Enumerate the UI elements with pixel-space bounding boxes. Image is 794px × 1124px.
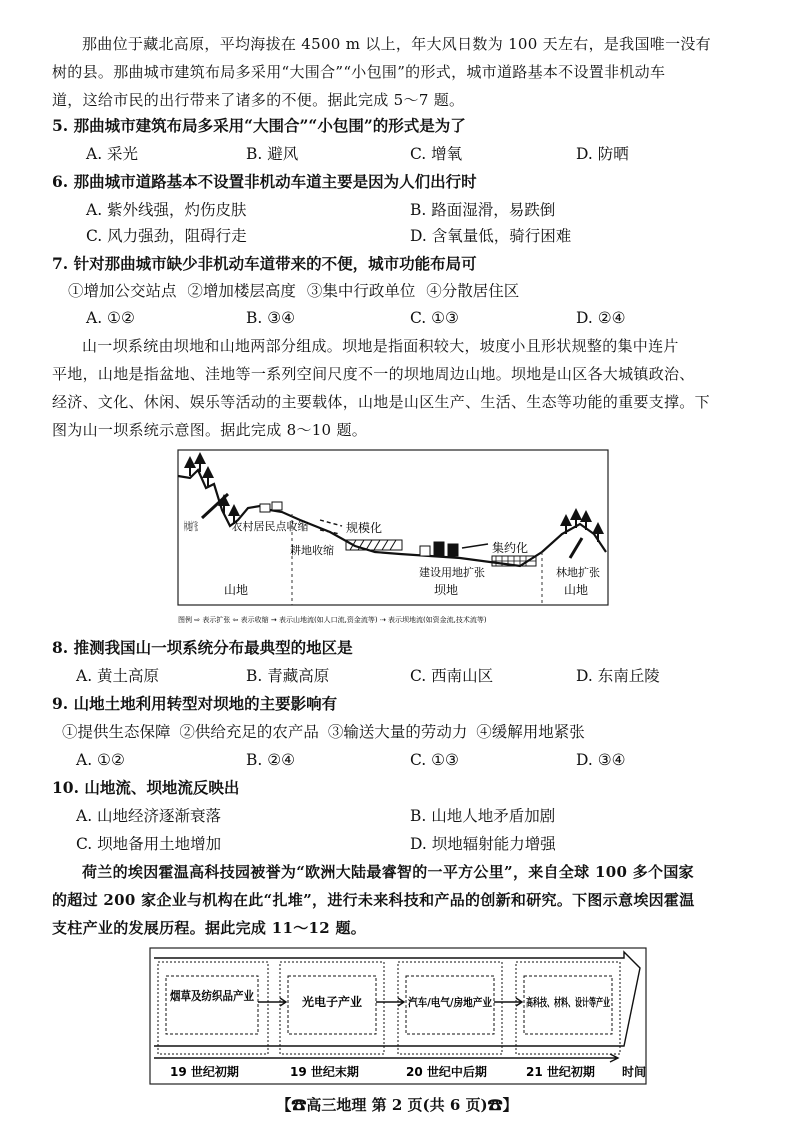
question-8-stem: 8. 推测我国山一坝系统分布最典型的地区是 <box>52 638 353 657</box>
question-7-stem: 7. 针对那曲城市缺少非机动车道带来的不便，城市功能布局可 <box>52 254 477 273</box>
mountain-dam-diagram <box>170 448 630 630</box>
q8-option-d[interactable]: D. 东南丘陵 <box>576 667 660 685</box>
q8-option-b[interactable]: B. 青藏高原 <box>246 667 330 685</box>
question-5-stem: 5. 那曲城市建筑布局多采用“大围合”“小包围”的形式是为了 <box>52 116 466 135</box>
passage2-line2: 平地，山地是指盆地、洼地等一系列空间尺度不一的坝地周边山地。坝地是山区各大城镇政治、 <box>52 365 695 383</box>
passage3-line3: 支柱产业的发展历程。据此完成 11～12 题。 <box>52 919 367 937</box>
period-1: 19 世纪初期 <box>170 1065 239 1079</box>
tree-icons-left <box>184 452 240 524</box>
q7-option-c[interactable]: C. ①③ <box>410 309 459 327</box>
q9-option-a[interactable]: A. ①② <box>76 751 125 769</box>
stage3-label: 汽车/电气/房地产业 <box>408 996 505 1009</box>
label-construction: 建设用地扩张 <box>419 566 485 579</box>
dam-flow-arrow-2 <box>320 520 342 526</box>
question-9-stem: 9. 山地土地利用转型对坝地的主要影响有 <box>52 694 338 713</box>
scale-field-hatch <box>350 540 396 550</box>
label-mountain-right: 山地 <box>563 583 589 597</box>
question-10-stem: 10. 山地流、坝地流反映出 <box>52 778 240 797</box>
passage1-line2: 树的县。那曲城市建筑布局多采用“大围合”“小包围”的形式，城市道路基本不设置非机动车 <box>52 63 666 81</box>
stage1-box <box>166 976 267 1034</box>
q7-items: ①增加公交站点 ②增加楼层高度 ③集中行政单位 ④分散居住区 <box>68 282 520 300</box>
passage3-line1: 荷兰的埃因霍温高科技园被誉为“欧洲大陆最睿智的一平方公里”，来自全球 100 多个国家 <box>82 863 694 881</box>
period-4: 21 世纪初期 <box>526 1065 595 1079</box>
stage1-label: 烟草及纺织品产业 <box>170 989 267 1003</box>
q7-option-a[interactable]: A. ①② <box>86 309 135 327</box>
terrain-profile <box>178 470 606 566</box>
question-6-stem: 6. 那曲城市道路基本不设置非机动车道主要是因为人们出行时 <box>52 172 477 191</box>
label-dam: 坝地 <box>433 583 459 597</box>
expand-arrow-right <box>570 538 582 558</box>
label-intensive: 集约化 <box>492 541 529 555</box>
passage1-line1: 那曲位于藏北高原，平均海拔在 4500 m 以上，年大风日数为 100 天左右，是我国唯一没有 <box>82 35 711 53</box>
label-scale: 规模化 <box>346 521 383 535</box>
q9-items: ①提供生态保障 ②供给充足的农产品 ③输送大量的劳动力 ④缓解用地紧张 <box>62 723 585 741</box>
label-forest-right: 林地扩张 <box>556 566 600 579</box>
intensive-field-grid <box>492 556 536 566</box>
label-forest-left: 林地扩张 <box>184 520 228 533</box>
q6-option-d[interactable]: D. 含氧量低，骑行困难 <box>410 227 572 245</box>
stage-arrow-2 <box>376 998 404 1006</box>
stage-arrow-3 <box>494 998 522 1006</box>
dam-flow-arrow-1 <box>320 530 340 534</box>
mountain-flow-arrow <box>462 544 488 548</box>
q8-option-a[interactable]: A. 黄土高原 <box>76 667 160 685</box>
q7-option-d[interactable]: D. ②④ <box>576 309 626 327</box>
passage1-line3: 道，这给市民的出行带来了诸多的不便。据此完成 5～7 题。 <box>52 91 465 109</box>
passage2-line1: 山一坝系统由坝地和山地两部分组成。坝地是指面积较大，坡度小且形状规整的集中连片 <box>82 337 679 355</box>
passage2-line4: 图为山一坝系统示意图。据此完成 8～10 题。 <box>52 421 368 439</box>
time-axis-label: 时间 <box>622 1065 647 1079</box>
q9-option-d[interactable]: D. ③④ <box>576 751 626 769</box>
page-footer: 【☎高三地理 第 2 页(共 6 页)☎】 <box>276 1096 518 1114</box>
diagram1-legend: 图例 ⇨ 表示扩张 ⇦ 表示收缩 → 表示山地流(如人口流,资金流等) ⇢ 表示坝地流(如资金流,技术流等) <box>178 616 487 624</box>
stage4-label: 高科技、材料、设计等产业 <box>526 996 658 1009</box>
label-mountain-left: 山地 <box>223 583 249 597</box>
passage3-line2: 的超过 200 家企业与机构在此“扎堆”，进行未来科技和产品的创新和研究。下图示意埃因霍温 <box>52 891 695 909</box>
label-farmland: 耕地收缩 <box>290 544 334 557</box>
stage2-label: 光电子产业 <box>301 995 363 1009</box>
period-2: 19 世纪末期 <box>290 1065 359 1079</box>
q10-option-d[interactable]: D. 坝地辐射能力增强 <box>410 835 556 853</box>
q7-option-b[interactable]: B. ③④ <box>246 309 296 327</box>
label-village: 农村居民点收缩 <box>231 520 309 533</box>
stage-arrow-1 <box>258 998 286 1006</box>
q10-option-b[interactable]: B. 山地人地矛盾加剧 <box>410 807 556 825</box>
q5-option-b[interactable]: B. 避风 <box>246 145 299 163</box>
q8-option-c[interactable]: C. 西南山区 <box>410 667 494 685</box>
q10-option-a[interactable]: A. 山地经济逐渐衰落 <box>76 807 222 825</box>
q6-option-c[interactable]: C. 风力强劲，阻碍行走 <box>86 227 247 245</box>
q10-option-c[interactable]: C. 坝地备用土地增加 <box>76 835 222 853</box>
q5-option-a[interactable]: A. 采光 <box>86 145 139 163</box>
period-3: 20 世纪中后期 <box>406 1065 487 1079</box>
q6-option-a[interactable]: A. 紫外线强，灼伤皮肤 <box>86 201 247 219</box>
q6-option-b[interactable]: B. 路面湿滑，易跌倒 <box>410 201 556 219</box>
q9-option-b[interactable]: B. ②④ <box>246 751 296 769</box>
q5-option-d[interactable]: D. 防晒 <box>576 145 629 163</box>
passage2-line3: 经济、文化、休闲、娱乐等活动的主要载体，山地是山区生产、生活、生态等功能的重要支撑。下 <box>52 393 710 411</box>
time-axis <box>154 1054 618 1062</box>
q5-option-c[interactable]: C. 增氧 <box>410 145 463 163</box>
industry-timeline-diagram <box>148 946 668 1088</box>
q9-option-c[interactable]: C. ①③ <box>410 751 459 769</box>
